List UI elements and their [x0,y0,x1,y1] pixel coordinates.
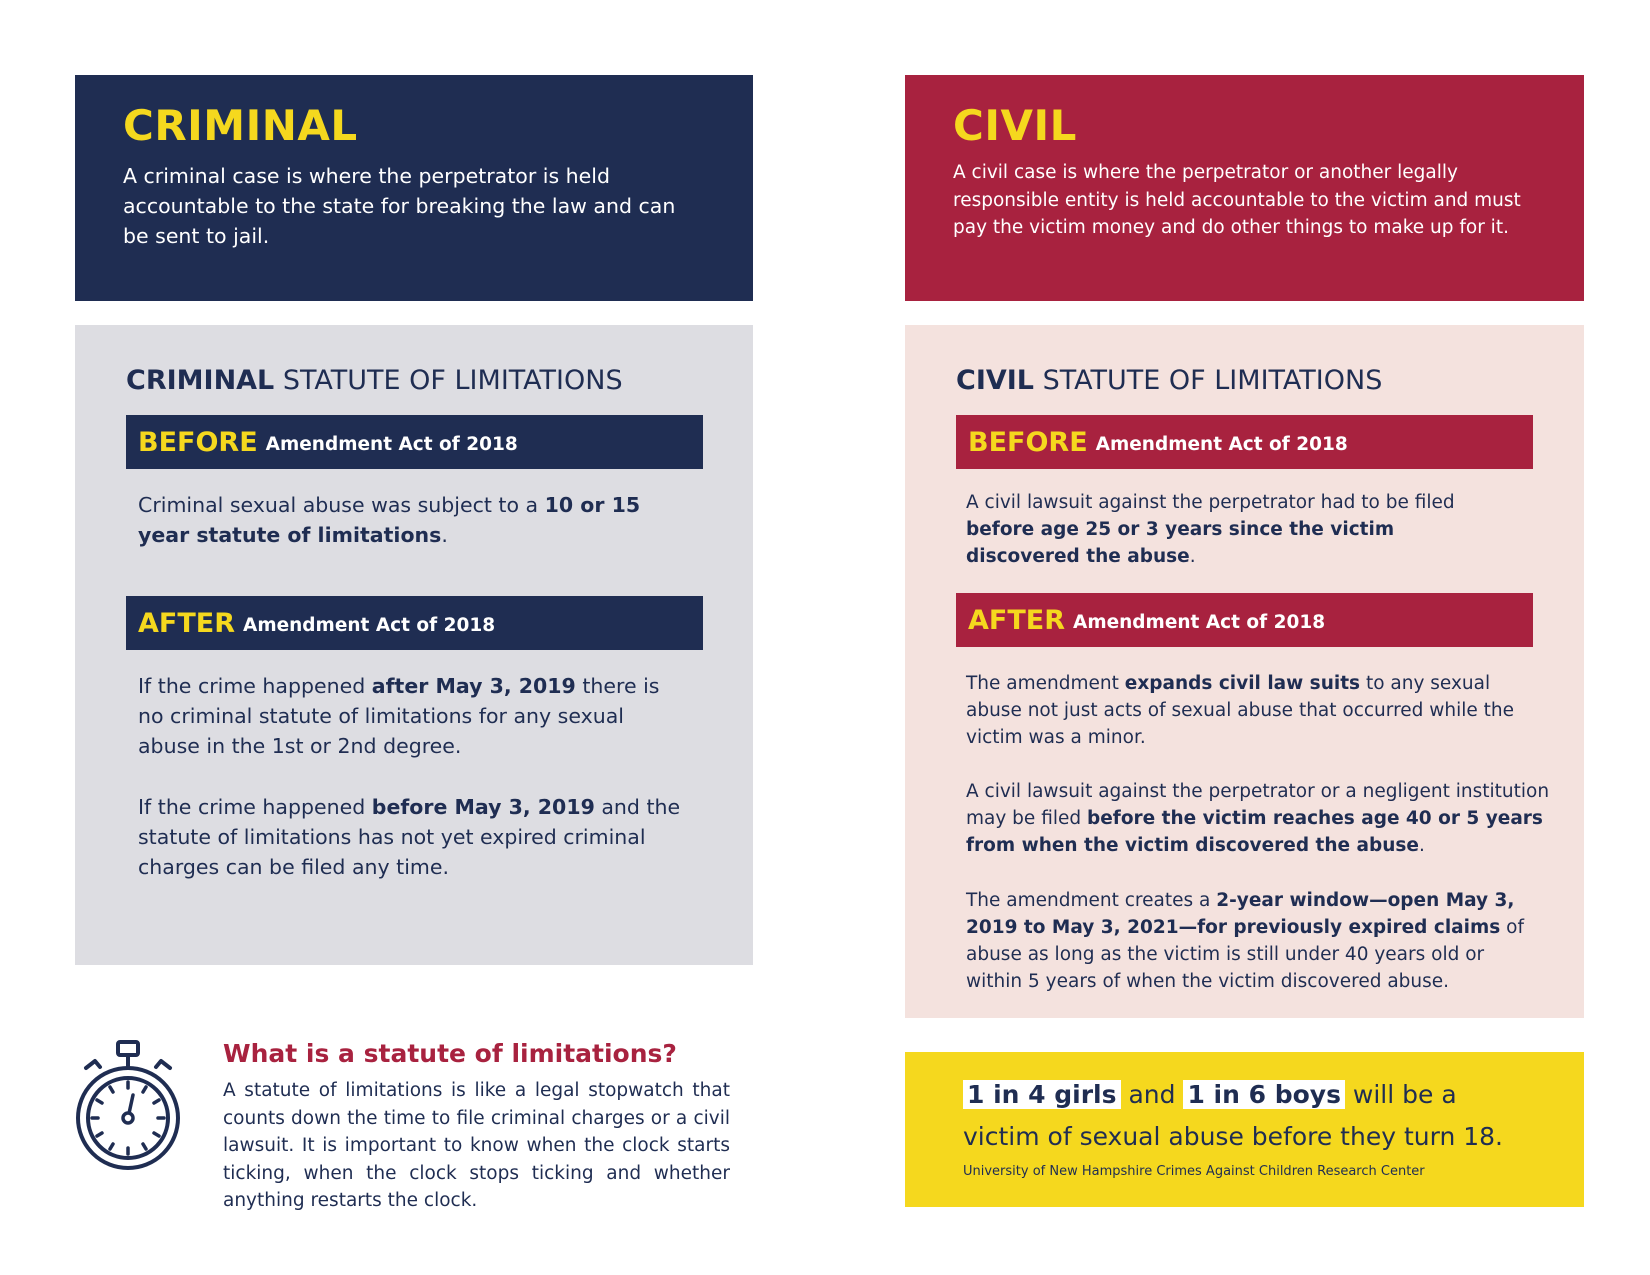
criminal-after-text-2: If the crime happened before May 3, 2019 and the statute of limitations has not yet expired criminal charges can be filed any time. [138,795,681,879]
criminal-after-text-1: If the crime happened after May 3, 2019 there is no criminal statute of limitations for any sexual abuse in the 1st or 2nd degree. [138,674,660,758]
civil-after-text-2: A civil lawsuit against the perpetrator or a negligent institution may be filed before the victim reaches age 40 or 5 years from when the victim discovered the abuse. [966,781,1550,856]
explainer-title: What is a statute of limitations? [223,1039,677,1068]
civil-after-text-3: The amendment creates a 2-year window—open May 3, 2019 to May 3, 2021—for previously expired claims of abuse as long as the victim is still under 40 years old or within 5 years of when the victim discovered abuse. [966,890,1525,992]
statistic-callout [905,1052,1584,1207]
criminal-before-act: Amendment Act of 2018 [265,434,518,455]
statistic-source: University of New Hampshire Crimes Against Children Research Center [963,1164,1425,1179]
criminal-statute-panel [75,325,753,965]
criminal-header [75,75,753,301]
statistic-boys: 1 in 6 boys [1183,1080,1345,1109]
civil-before-bar [956,415,1533,469]
statistic-girls: 1 in 4 girls [963,1080,1121,1109]
civil-title: CIVIL [953,101,1077,150]
civil-header [905,75,1584,301]
criminal-after-bar [126,596,703,650]
criminal-after-act: Amendment Act of 2018 [243,615,496,636]
civil-after-label: AFTER [968,604,1065,636]
civil-statute-title: CIVIL STATUTE OF LIMITATIONS [956,365,1383,396]
civil-before-act: Amendment Act of 2018 [1095,434,1348,455]
civil-before-text: A civil lawsuit against the perpetrator had to be filed before age 25 or 3 years since the victim discovered the abuse. [966,492,1455,567]
stopwatch-svg [68,1038,188,1173]
statistic-line-2: victim of sexual abuse before they turn 18. [963,1122,1503,1151]
civil-before-label: BEFORE [968,426,1088,458]
civil-statute-panel [905,325,1584,1018]
statistic-line-1: 1 in 4 girls and 1 in 6 boys will be a [963,1074,1584,1116]
criminal-after-label: AFTER [138,607,235,639]
criminal-title: CRIMINAL [123,101,358,150]
stopwatch-icon [68,1038,188,1173]
criminal-before-label: BEFORE [138,426,258,458]
criminal-statute-title: CRIMINAL STATUTE OF LIMITATIONS [126,365,623,396]
civil-after-act: Amendment Act of 2018 [1073,612,1326,633]
civil-description: A civil case is where the perpetrator or another legally responsible entity is held accountable to the victim and must pay the victim money and do other things to make up for it. [953,162,1521,238]
criminal-before-bar [126,415,703,469]
civil-after-bar [956,593,1533,647]
criminal-before-text: Criminal sexual abuse was subject to a 10 or 15 year statute of limitations. [138,493,641,547]
criminal-description: A criminal case is where the perpetrator is held accountable to the state for breaking the law and can be sent to jail. [123,164,676,248]
explainer-text: A statute of limitations is like a legal stopwatch that counts down the time to file criminal charges or a civil lawsuit. It is important to know when the clock starts ticking, when the clock stops ticking and whether anything restarts the clock. [223,1080,730,1211]
civil-after-text-1: The amendment expands civil law suits to any sexual abuse not just acts of sexual abuse that occurred while the victim was a minor. [966,673,1515,748]
